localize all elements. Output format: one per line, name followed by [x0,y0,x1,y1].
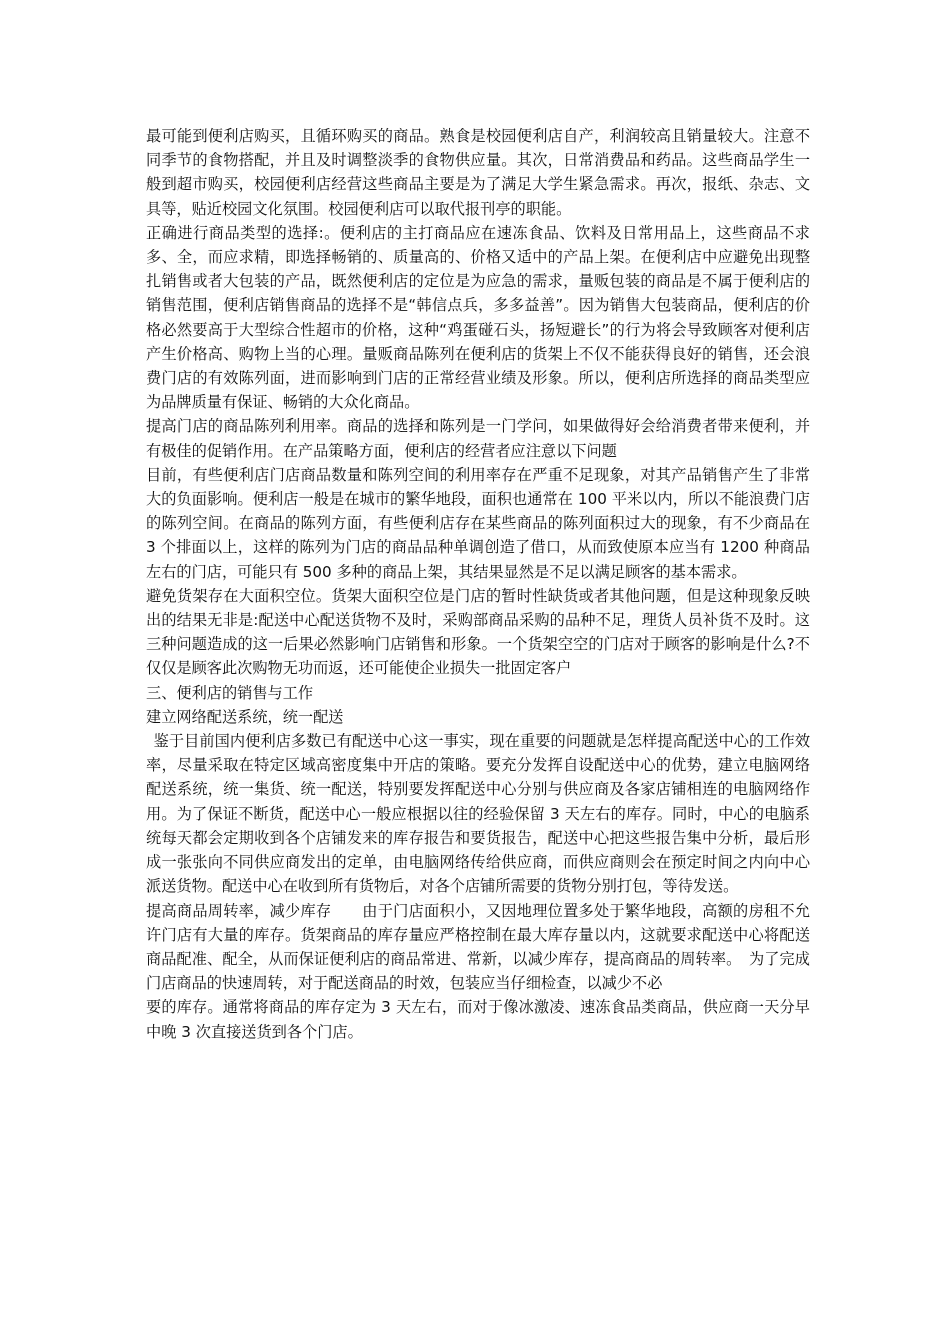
paragraph-inventory-turnover: 提高商品周转率，减少库存 由于门店面积小，又因地理位置多处于繁华地段，高额的房租不允许门店有大量的库存。货架商品的库存量应严格控制在最大库存量以内，这就要求配送中心将配送商品配准、配全，从而保证便利店的商品常进、常新，以减少库存，提高商品的周转率。 为了完成门店商品的快速周转，对于配送商品的时效，包装应当仔细检查，以减少不必 [146,901,810,993]
subheading-distribution: 建立网络配送系统，统一配送 [146,707,344,726]
paragraph-inventory-days: 要的库存。通常将商品的库存定为 3 天左右，而对于像冰激凌、速冻食品类商品，供应商一天分早中晚 3 次直接送货到各个门店。 [146,998,810,1041]
section-heading: 三、便利店的销售与工作 [146,683,314,702]
paragraph-product-type: 正确进行商品类型的选择:。便利店的主打商品应在速冻食品、饮料及日常用品上，这些商品不求多、全，而应求精，即选择畅销的、质量高的、价格又适中的产品上架。在便利店中应避免出现整扎销售或者大包装的产品，既然便利店的定位是为应急的需求，量贩包装的商品是不属于便利店的销售范围，便利店销售商品的选择不是“韩信点兵，多多益善”。因为销售大包装商品，便利店的价格必然要高于大型综合性超市的价格，这种“鸡蛋碰石头，扬短避长”的行为将会导致顾客对便利店产生价格高、购物上当的心理。量贩商品陈列在便利店的货架上不仅不能获得良好的销售，还会浪费门店的有效陈列面，进而影响到门店的正常经营业绩及形象。所以，便利店所选择的商品类型应为品牌质量有保证、畅销的大众化商品。 [146,223,810,412]
paragraph-campus-goods: 最可能到便利店购买，且循环购买的商品。熟食是校园便利店自产，利润较高且销量较大。注意不同季节的食物搭配，并且及时调整淡季的食物供应量。其次，日常消费品和药品。这些商品学生一般到超市购买，校园便利店经营这些商品主要是为了满足大学生紧急需求。再次，报纸、杂志、文具等，贴近校园文化氛围。校园便利店可以取代报刊亭的职能。 [146,127,810,218]
paragraph-distribution-center: 鉴于目前国内便利店多数已有配送中心这一事实，现在重要的问题就是怎样提高配送中心的工作效率，尽量采取在特定区域高密度集中开店的策略。要充分发挥自设配送中心的优势，建立电脑网络配送系统，统一集货、统一配送，特别要发挥配送中心分别与供应商及各家店铺相连的电脑网络作用。为了保证不断货，配送中心一般应根据以往的经验保留 3 天左右的库存。同时，中心的电脑系统每天都会定期收到各个店铺发来的库存报告和要货报告，配送中心把这些报告集中分析，最后形成一张张向不同供应商发出的定单，由电脑网络传给供应商，而供应商则会在预定时间之内向中心派送货物。配送中心在收到所有货物后，对各个店铺所需要的货物分别打包，等待发送。 [146,732,810,896]
paragraph-display-utilization: 提高门店的商品陈列利用率。商品的选择和陈列是一门学问，如果做得好会给消费者带来便利，并有极佳的促销作用。在产品策略方面，便利店的经营者应注意以下问题 [146,417,810,460]
paragraph-display-problems: 目前，有些便利店门店商品数量和陈列空间的利用率存在严重不足现象，对其产品销售产生了非常大的负面影响。便利店一般是在城市的繁华地段，面积也通常在 100 平米以内，所以不能浪费门店的陈列空间。在商品的陈列方面，有些便利店存在某些商品的陈列面积过大的现象，有不少商品在 3 个排面以上，这样的陈列为门店的商品品种单调创造了借口，从而致使原本应当有 1200 种商品左右的门店，可能只有 500 多种的商品上架，其结果显然是不足以满足顾客的基本需求。 [146,465,810,581]
paragraph-empty-shelves: 避免货架存在大面积空位。货架大面积空位是门店的暂时性缺货或者其他问题，但是这种现象反映出的结果无非是:配送中心配送货物不及时，采购部商品采购的品种不足，理货人员补货不及时。这三种问题造成的这一后果必然影响门店销售和形象。一个货架空空的门店对于顾客的影响是什么?不仅仅是顾客此次购物无功而返，还可能使企业损失一批固定客户 [146,586,810,678]
document-page [146,124,810,1044]
